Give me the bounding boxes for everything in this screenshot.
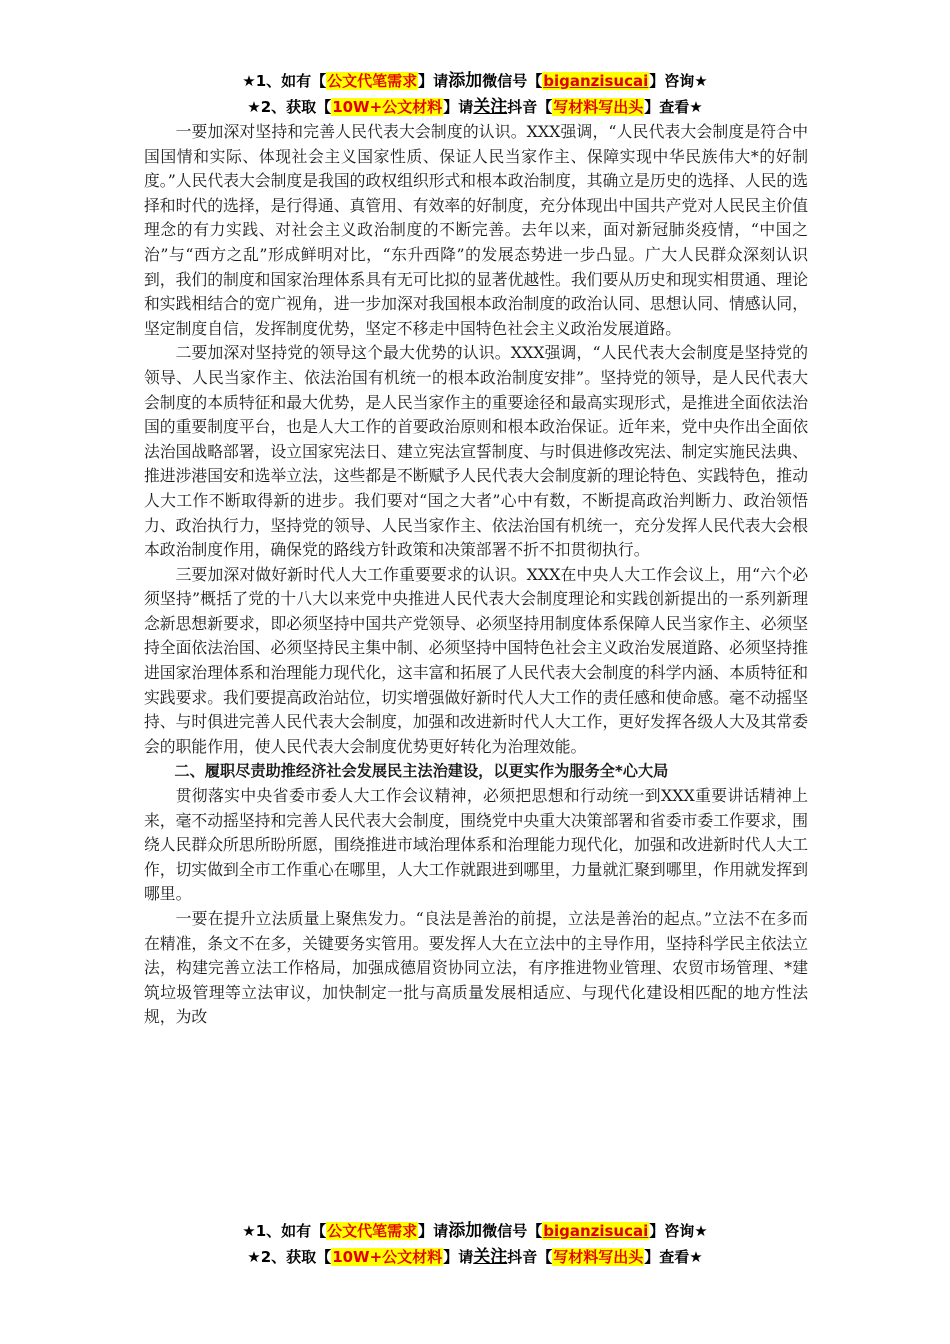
ghostwriting-highlight: 公文代笔需求 xyxy=(327,1222,418,1240)
wechat-id: biganzisucai xyxy=(543,1222,649,1240)
wechat-id: biganzisucai xyxy=(543,72,649,90)
banner-text: 】咨询★ xyxy=(649,1222,708,1240)
banner-text: 】请 xyxy=(443,98,474,116)
materials-highlight: 10W+公文材料 xyxy=(332,1248,443,1266)
banner-line-1 xyxy=(0,68,950,94)
header-banner xyxy=(0,68,950,120)
banner-line-2 xyxy=(0,1244,950,1270)
banner-text: 】请 xyxy=(443,1248,474,1266)
banner-line-1 xyxy=(0,1218,950,1244)
banner-emphasis: 关注 xyxy=(473,1247,508,1267)
banner-text: 】查看★ xyxy=(644,98,703,116)
banner-emphasis: 添加 xyxy=(448,1221,483,1241)
footer-banner xyxy=(0,1218,950,1270)
douyin-account: 写材料写出头 xyxy=(553,1248,644,1266)
body-paragraph: 二要加深对坚持党的领导这个最大优势的认识。XXX强调，“人民代表大会制度是坚持党的领导、人民当家作主、依法治国有机统一的根本政治制度安排”。坚持党的领导，是人民代表大会制度的本质特征和最大优势，是人民当家作主的重要途径和最高实现形式，是推进全面依法治国的重要制度平台，也是人大工作的首要政治原则和根本政治保证。近年来，党中央作出全面依法治国战略部署，设立国家宪法日、建立宪法宣誓制度、与时俱进修改宪法、制定实施民法典、推进涉港国安和选举立法，这些都是不断赋予人民代表大会制度新的理论特色、实践特色，推动人大工作不断取得新的进步。我们要对“国之大者”心中有数，不断提高政治判断力、政治领悟力、政治执行力，坚持党的领导、人民当家作主、依法治国有机统一，充分发挥人民代表大会根本政治制度作用，确保党的路线方针政策和决策部署不折不扣贯彻执行。 xyxy=(144,343,808,560)
banner-text: ★2、获取【 xyxy=(247,98,332,116)
banner-text: 抖音【 xyxy=(507,1248,553,1266)
banner-text: 】查看★ xyxy=(644,1248,703,1266)
banner-text: 】咨询★ xyxy=(649,72,708,90)
banner-emphasis: 关注 xyxy=(473,97,508,117)
banner-text: ★1、如有【 xyxy=(242,72,327,90)
banner-emphasis: 添加 xyxy=(448,71,483,91)
banner-text: 微信号【 xyxy=(482,1222,543,1240)
banner-line-2 xyxy=(0,94,950,120)
body-paragraph: 贯彻落实中央省委市委人大工作会议精神，必须把思想和行动统一到XXX重要讲话精神上来，毫不动摇坚持和完善人民代表大会制度，围绕党中央重大决策部署和省委市委工作要求，围绕人民群众所思所盼所愿，围绕推进市域治理体系和治理能力现代化，加强和改进新时代人大工作，切实做到全市工作重心在哪里，人大工作就跟进到哪里，力量就汇聚到哪里，作用就发挥到哪里。 xyxy=(144,786,808,904)
banner-text: 】请 xyxy=(418,72,449,90)
banner-text: 微信号【 xyxy=(482,72,543,90)
body-paragraph: 一要在提升立法质量上聚焦发力。“良法是善治的前提，立法是善治的起点。”立法不在多而在精准，条文不在多，关键要务实管用。要发挥人大在立法中的主导作用，坚持科学民主依法立法，构建完善立法工作格局，加强成德眉资协同立法，有序推进物业管理、农贸市场管理、*建筑垃圾管理等立法审议，加快制定一批与高质量发展相适应、与现代化建设相匹配的地方性法规，为改 xyxy=(144,909,808,1027)
banner-text: 抖音【 xyxy=(507,98,553,116)
body-paragraph: 三要加深对做好新时代人大工作重要要求的认识。XXX在中央人大工作会议上，用“六个必须坚持”概括了党的十八大以来党中央推进人民代表大会制度理论和实践创新提出的一系列新理念新思想新要求，即必须坚持中国共产党领导、必须坚持用制度体系保障人民当家作主、必须坚持全面依法治国、必须坚持民主集中制、必须坚持中国特色社会主义政治发展道路、必须坚持推进国家治理体系和治理能力现代化，这丰富和拓展了人民代表大会制度的科学内涵、本质特征和实践要求。我们要提高政治站位，切实增强做好新时代人大工作的责任感和使命感。毫不动摇坚持、与时俱进完善人民代表大会制度，加强和改进新时代人大工作，更好发挥各级人大及其常委会的职能作用，使人民代表大会制度优势更好转化为治理效能。 xyxy=(144,564,808,756)
document-body xyxy=(144,120,808,1030)
body-paragraph: 一要加深对坚持和完善人民代表大会制度的认识。XXX强调，“人民代表大会制度是符合中国国情和实际、体现社会主义国家性质、保证人民当家作主、保障实现中华民族伟大*的好制度。”人民代表大会制度是我国的政权组织形式和根本政治制度，其确立是历史的选择、人民的选择和时代的选择，是行得通、真管用、有效率的好制度，充分体现出中国共产党对人民民主价值理念的有力实践、对社会主义政治制度的不断完善。去年以来，面对新冠肺炎疫情，“中国之治”与“西方之乱”形成鲜明对比，“东升西降”的发展态势进一步凸显。广大人民群众深刻认识到，我们的制度和国家治理体系具有无可比拟的显著优越性。我们要从历史和现实相贯通、理论和实践相结合的宽广视角，进一步加深对我国根本政治制度的政治认同、思想认同、情感认同，坚定制度自信，发挥制度优势，坚定不移走中国特色社会主义政治发展道路。 xyxy=(144,122,808,338)
banner-text: ★1、如有【 xyxy=(242,1222,327,1240)
banner-text: 】请 xyxy=(418,1222,449,1240)
douyin-account: 写材料写出头 xyxy=(553,98,644,116)
section-heading: 二、履职尽责助推经济社会发展民主法治建设，以更实作为服务全*心大局 xyxy=(174,762,669,781)
ghostwriting-highlight: 公文代笔需求 xyxy=(327,72,418,90)
materials-highlight: 10W+公文材料 xyxy=(332,98,443,116)
banner-text: ★2、获取【 xyxy=(247,1248,332,1266)
